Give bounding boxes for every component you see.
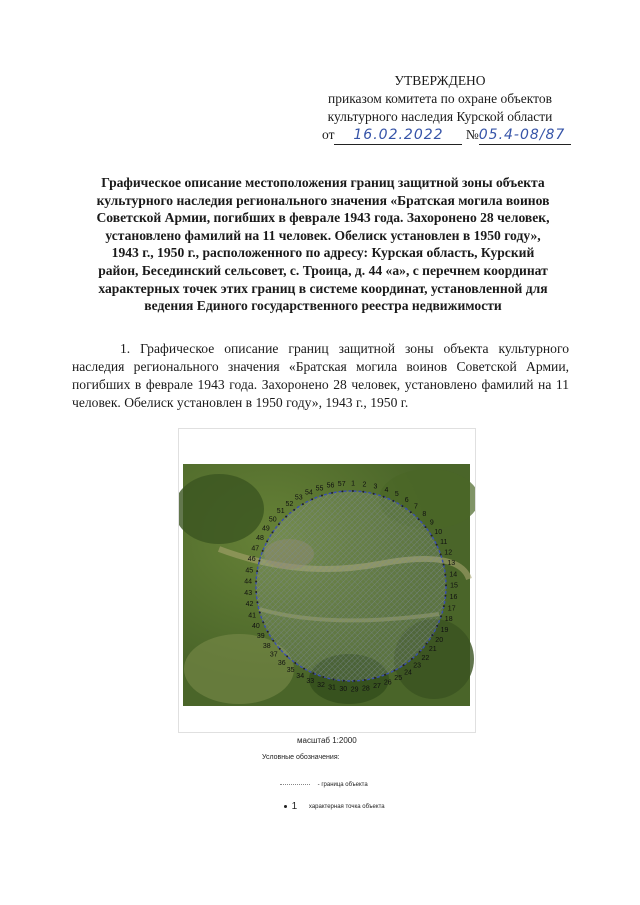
point-marker-52 bbox=[293, 509, 295, 511]
legend-point-label: характерная точка объекта bbox=[308, 803, 385, 810]
point-marker-13 bbox=[443, 564, 445, 566]
point-marker-37 bbox=[279, 648, 281, 650]
point-marker-44 bbox=[255, 581, 257, 583]
point-label-57: 57 bbox=[337, 480, 346, 488]
point-marker-10 bbox=[431, 535, 433, 537]
point-label-35: 35 bbox=[286, 667, 295, 674]
point-label-18: 18 bbox=[444, 616, 453, 624]
point-label-7: 7 bbox=[413, 503, 418, 511]
point-label-26: 26 bbox=[383, 679, 392, 687]
point-label-51: 51 bbox=[276, 508, 285, 516]
point-label-40: 40 bbox=[252, 623, 260, 630]
point-label-45: 45 bbox=[245, 567, 254, 575]
point-marker-3 bbox=[373, 493, 375, 495]
legend-point-row bbox=[284, 801, 385, 812]
point-label-31: 31 bbox=[328, 684, 336, 692]
point-label-10: 10 bbox=[434, 528, 443, 536]
point-label-30: 30 bbox=[339, 686, 348, 694]
document-title: Графическое описание местоположения границ защитной зоны объекта культурного наследия регионального значения «Братская могила воинов Советской Армии, погибших в феврале 1943 года. Захоронено 28 человек, установлено фамилий на 11 человек. Обелиск установлен в 1950 году», 1943 г., 1950 г., расположенного по адресу: Курская область, Курский район, Бесединский сельсовет, с. Троица, д. 44 «а», с перечнем координат характерных точек этих границ в системе координат, установленной для ведения Единого государственного реестра недвижимости bbox=[96, 175, 550, 314]
map-frame bbox=[178, 428, 476, 733]
point-marker-14 bbox=[444, 574, 446, 576]
point-label-28: 28 bbox=[362, 685, 370, 693]
point-label-48: 48 bbox=[256, 535, 264, 543]
point-label-38: 38 bbox=[262, 642, 271, 650]
point-label-36: 36 bbox=[277, 659, 286, 667]
point-label-41: 41 bbox=[248, 612, 256, 620]
legend-boundary-row bbox=[280, 782, 368, 788]
point-label-8: 8 bbox=[422, 511, 427, 519]
point-label-29: 29 bbox=[350, 686, 359, 694]
point-label-56: 56 bbox=[326, 482, 335, 490]
number-label: № bbox=[465, 127, 479, 142]
point-marker-26 bbox=[384, 674, 386, 676]
point-label-15: 15 bbox=[450, 582, 458, 590]
point-marker-32 bbox=[322, 676, 324, 678]
point-label-25: 25 bbox=[394, 675, 403, 682]
point-marker-9 bbox=[425, 526, 427, 528]
date-handwritten: 16.02.2022 bbox=[353, 127, 444, 143]
point-label-42: 42 bbox=[245, 601, 254, 609]
map-scale: масштаб 1:2000 bbox=[297, 736, 357, 745]
point-marker-47 bbox=[262, 550, 264, 552]
point-label-2: 2 bbox=[362, 481, 367, 489]
point-label-53: 53 bbox=[294, 494, 303, 502]
point-label-33: 33 bbox=[306, 678, 315, 686]
point-marker-51 bbox=[285, 516, 287, 518]
point-marker-4 bbox=[383, 496, 385, 498]
point-label-54: 54 bbox=[305, 489, 313, 497]
point-label-39: 39 bbox=[256, 633, 265, 641]
point-marker-15 bbox=[445, 584, 447, 586]
point-marker-33 bbox=[313, 672, 315, 674]
point-marker-36 bbox=[286, 655, 288, 657]
legend-point-sample: 1 bbox=[291, 801, 298, 812]
point-marker-46 bbox=[258, 560, 260, 562]
point-marker-34 bbox=[303, 668, 305, 670]
point-marker-38 bbox=[272, 640, 274, 642]
point-label-3: 3 bbox=[373, 483, 378, 491]
date-field bbox=[334, 126, 462, 145]
point-marker-19 bbox=[436, 625, 438, 627]
point-label-50: 50 bbox=[268, 516, 277, 524]
point-label-27: 27 bbox=[373, 683, 381, 691]
point-label-1: 1 bbox=[351, 480, 356, 488]
point-label-16: 16 bbox=[449, 594, 458, 602]
point-marker-24 bbox=[403, 664, 405, 666]
point-marker-27 bbox=[374, 677, 376, 679]
point-label-46: 46 bbox=[247, 556, 256, 564]
number-field bbox=[479, 126, 571, 145]
point-label-52: 52 bbox=[285, 501, 294, 508]
approval-line-1: приказом комитета по охране объектов bbox=[328, 91, 552, 106]
point-label-5: 5 bbox=[394, 491, 399, 499]
approval-date-number-line bbox=[300, 126, 580, 145]
point-label-13: 13 bbox=[447, 560, 456, 568]
map-image bbox=[179, 429, 475, 732]
paragraph-text: 1. Графическое описание границ защитной зоны объекта культурного наследия регионального значения «Братская могила воинов Советской Армии, погибших в феврале 1943 года. Захоронено 28 человек, установлено фамилий на 11 человек. Обелиск установлен в 1950 году», 1943 г., 1950 г. bbox=[72, 341, 569, 410]
legend-title: Условные обозначения: bbox=[262, 754, 340, 761]
point-marker-22 bbox=[419, 651, 421, 653]
point-label-11: 11 bbox=[440, 538, 448, 546]
point-marker-16 bbox=[445, 595, 447, 597]
point-marker-30 bbox=[343, 680, 345, 682]
point-marker-56 bbox=[331, 492, 333, 494]
point-label-43: 43 bbox=[244, 590, 253, 597]
point-label-34: 34 bbox=[296, 673, 305, 681]
point-marker-43 bbox=[255, 591, 257, 593]
point-label-24: 24 bbox=[404, 669, 412, 677]
point-marker-29 bbox=[353, 680, 355, 682]
point-label-44: 44 bbox=[244, 578, 252, 586]
point-marker-54 bbox=[311, 498, 313, 500]
point-marker-28 bbox=[364, 679, 366, 681]
legend-boundary-swatch bbox=[280, 784, 310, 785]
point-marker-25 bbox=[394, 669, 396, 671]
point-label-17: 17 bbox=[447, 605, 456, 613]
point-marker-40 bbox=[262, 621, 264, 623]
point-marker-6 bbox=[401, 505, 403, 507]
legend-boundary-label: - граница объекта bbox=[317, 782, 368, 788]
point-label-22: 22 bbox=[421, 654, 430, 662]
point-marker-48 bbox=[266, 540, 268, 542]
point-marker-21 bbox=[425, 643, 427, 645]
point-marker-18 bbox=[440, 615, 442, 617]
point-marker-12 bbox=[440, 554, 442, 556]
number-handwritten: 05.4-08/87 bbox=[478, 127, 566, 143]
point-label-47: 47 bbox=[251, 545, 260, 553]
point-marker-8 bbox=[418, 518, 420, 520]
point-marker-5 bbox=[392, 500, 394, 502]
point-marker-23 bbox=[411, 658, 413, 660]
approval-heading: УТВЕРЖДЕНО bbox=[394, 73, 486, 88]
point-marker-53 bbox=[302, 503, 304, 505]
point-marker-35 bbox=[294, 662, 296, 664]
point-marker-2 bbox=[362, 491, 364, 493]
approval-line-2: культурного наследия Курской области bbox=[327, 109, 553, 124]
point-label-23: 23 bbox=[413, 662, 421, 670]
point-label-4: 4 bbox=[384, 486, 389, 494]
point-marker-17 bbox=[443, 605, 445, 607]
point-marker-20 bbox=[431, 634, 433, 636]
point-label-32: 32 bbox=[317, 682, 325, 689]
point-marker-57 bbox=[341, 490, 343, 492]
point-label-37: 37 bbox=[269, 651, 278, 659]
point-marker-42 bbox=[256, 601, 258, 603]
point-label-49: 49 bbox=[262, 525, 270, 533]
point-marker-49 bbox=[272, 532, 274, 534]
from-label: от bbox=[322, 127, 335, 142]
description-paragraph bbox=[72, 340, 569, 412]
point-marker-7 bbox=[410, 511, 412, 513]
point-label-20: 20 bbox=[435, 636, 444, 644]
point-marker-50 bbox=[278, 523, 280, 525]
point-marker-55 bbox=[321, 495, 323, 497]
point-label-6: 6 bbox=[404, 496, 409, 504]
point-marker-1 bbox=[352, 490, 354, 492]
point-label-12: 12 bbox=[444, 549, 453, 557]
point-marker-41 bbox=[259, 612, 261, 614]
point-marker-45 bbox=[256, 570, 258, 572]
point-marker-11 bbox=[436, 544, 438, 546]
point-label-21: 21 bbox=[428, 646, 437, 654]
point-label-55: 55 bbox=[315, 485, 324, 493]
point-marker-39 bbox=[267, 631, 269, 633]
point-marker-31 bbox=[333, 678, 335, 680]
approval-block bbox=[300, 72, 580, 145]
point-label-19: 19 bbox=[440, 626, 449, 634]
point-label-14: 14 bbox=[449, 571, 458, 579]
point-label-9: 9 bbox=[429, 519, 434, 527]
legend-point-dot bbox=[284, 805, 287, 808]
